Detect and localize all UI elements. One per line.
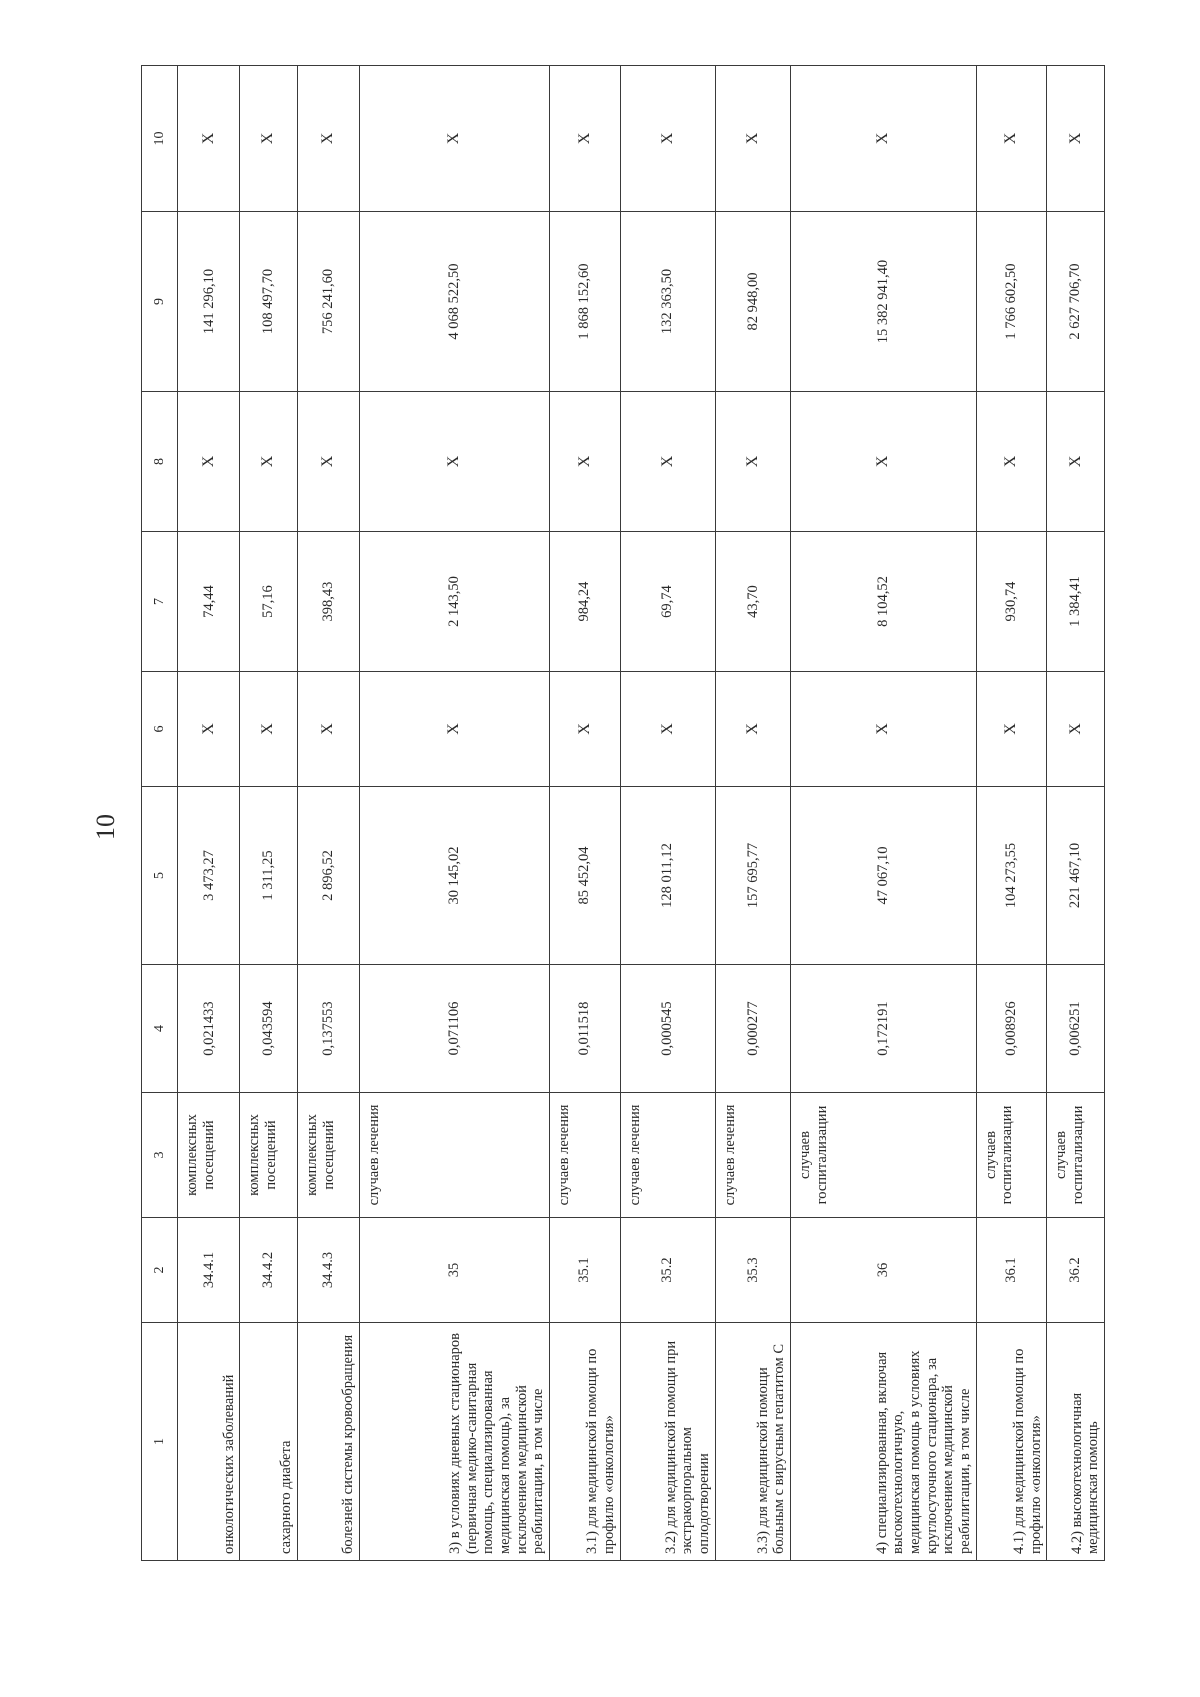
cell-col9: 1 868 152,60	[549, 212, 620, 392]
cell-col6: X	[359, 672, 549, 787]
table-row	[178, 66, 240, 1561]
cell-col10: X	[715, 66, 790, 212]
cell-col4: 0,006251	[1047, 965, 1105, 1093]
row-code: 34.4.3	[297, 1218, 359, 1323]
row-name: 3.3) для медицинской помощи больным с вирусным гепатитом С	[715, 1323, 790, 1561]
row-name: 4.2) высокотехнологичная медицинская помощь	[1047, 1323, 1105, 1561]
cell-col10: X	[240, 66, 297, 212]
cell-col6: X	[976, 672, 1047, 787]
cell-col5: 85 452,04	[549, 787, 620, 965]
row-name: 4.1) для медицинской помощи по профилю «онкология»	[976, 1323, 1047, 1561]
row-code: 36.2	[1047, 1218, 1105, 1323]
cell-col6: X	[240, 672, 297, 787]
row-code: 34.4.2	[240, 1218, 297, 1323]
table-row	[790, 66, 976, 1561]
cell-col5: 3 473,27	[178, 787, 240, 965]
cell-col7: 74,44	[178, 532, 240, 672]
cell-col8: X	[359, 392, 549, 532]
table-row	[240, 66, 297, 1561]
cell-col8: X	[178, 392, 240, 532]
cell-col7: 69,74	[620, 532, 715, 672]
cell-col9: 1 766 602,50	[976, 212, 1047, 392]
cell-col7: 57,16	[240, 532, 297, 672]
tariff-table	[141, 65, 1105, 1561]
row-code: 36.1	[976, 1218, 1047, 1323]
cell-col10: X	[297, 66, 359, 212]
cell-col9: 15 382 941,40	[790, 212, 976, 392]
row-name: 4) специализированная, включая высокотехнологичную, медицинская помощь в условиях круглосуточного стационара, за исключением медицинской реабилитации, в том числе	[790, 1323, 976, 1561]
cell-col8: X	[790, 392, 976, 532]
cell-col5: 128 011,12	[620, 787, 715, 965]
cell-col10: X	[790, 66, 976, 212]
row-unit: случаев лечения	[359, 1093, 549, 1218]
cell-col7: 8 104,52	[790, 532, 976, 672]
cell-col6: X	[620, 672, 715, 787]
column-number: 3	[142, 1093, 178, 1218]
row-unit: случаев лечения	[549, 1093, 620, 1218]
cell-col10: X	[178, 66, 240, 212]
cell-col8: X	[620, 392, 715, 532]
cell-col10: X	[549, 66, 620, 212]
cell-col8: X	[297, 392, 359, 532]
table-row	[549, 66, 620, 1561]
cell-col6: X	[715, 672, 790, 787]
column-number: 10	[142, 66, 178, 212]
row-code: 35	[359, 1218, 549, 1323]
row-unit: случаев лечения	[620, 1093, 715, 1218]
column-number: 2	[142, 1218, 178, 1323]
column-number-row	[142, 66, 178, 1561]
row-unit: случаев госпитализации	[976, 1093, 1047, 1218]
cell-col4: 0,011518	[549, 965, 620, 1093]
cell-col6: X	[1047, 672, 1105, 787]
column-number: 6	[142, 672, 178, 787]
row-unit: случаев госпитализации	[790, 1093, 976, 1218]
cell-col9: 756 241,60	[297, 212, 359, 392]
cell-col10: X	[1047, 66, 1105, 212]
column-number: 4	[142, 965, 178, 1093]
cell-col4: 0,137553	[297, 965, 359, 1093]
cell-col4: 0,000277	[715, 965, 790, 1093]
cell-col7: 1 384,41	[1047, 532, 1105, 672]
cell-col10: X	[620, 66, 715, 212]
cell-col7: 398,43	[297, 532, 359, 672]
cell-col8: X	[1047, 392, 1105, 532]
row-code: 36	[790, 1218, 976, 1323]
cell-col5: 47 067,10	[790, 787, 976, 965]
row-code: 35.3	[715, 1218, 790, 1323]
cell-col5: 104 273,55	[976, 787, 1047, 965]
row-name: 3.1) для медицинской помощи по профилю «онкология»	[549, 1323, 620, 1561]
row-unit: комплексных посещений	[297, 1093, 359, 1218]
table-row	[715, 66, 790, 1561]
cell-col6: X	[549, 672, 620, 787]
cell-col9: 82 948,00	[715, 212, 790, 392]
cell-col4: 0,008926	[976, 965, 1047, 1093]
page-number: 10	[91, 814, 120, 840]
row-code: 35.2	[620, 1218, 715, 1323]
cell-col4: 0,172191	[790, 965, 976, 1093]
row-name: болезней системы кровообращения	[297, 1323, 359, 1561]
cell-col7: 43,70	[715, 532, 790, 672]
column-number: 5	[142, 787, 178, 965]
cell-col8: X	[976, 392, 1047, 532]
cell-col7: 930,74	[976, 532, 1047, 672]
cell-col8: X	[549, 392, 620, 532]
cell-col10: X	[359, 66, 549, 212]
row-name: сахарного диабета	[240, 1323, 297, 1561]
cell-col5: 30 145,02	[359, 787, 549, 965]
table-row	[620, 66, 715, 1561]
row-unit: комплексных посещений	[178, 1093, 240, 1218]
table-row	[1047, 66, 1105, 1561]
table-row	[359, 66, 549, 1561]
row-code: 35.1	[549, 1218, 620, 1323]
cell-col6: X	[790, 672, 976, 787]
cell-col7: 2 143,50	[359, 532, 549, 672]
row-unit: комплексных посещений	[240, 1093, 297, 1218]
cell-col4: 0,000545	[620, 965, 715, 1093]
row-name: 3) в условиях дневных стационаров (первичная медико-санитарная помощь, специализированная медицинская помощь), за исключением медицинской реабилитации, в том числе	[359, 1323, 549, 1561]
cell-col9: 141 296,10	[178, 212, 240, 392]
column-number: 9	[142, 212, 178, 392]
cell-col8: X	[240, 392, 297, 532]
table-row	[297, 66, 359, 1561]
row-unit: случаев лечения	[715, 1093, 790, 1218]
cell-col9: 4 068 522,50	[359, 212, 549, 392]
cell-col6: X	[297, 672, 359, 787]
cell-col9: 132 363,50	[620, 212, 715, 392]
cell-col9: 108 497,70	[240, 212, 297, 392]
cell-col5: 157 695,77	[715, 787, 790, 965]
column-number: 7	[142, 532, 178, 672]
cell-col7: 984,24	[549, 532, 620, 672]
column-number: 8	[142, 392, 178, 532]
cell-col4: 0,043594	[240, 965, 297, 1093]
row-name: онкологических заболеваний	[178, 1323, 240, 1561]
row-unit: случаев госпитализации	[1047, 1093, 1105, 1218]
rotated-table-wrapper	[141, 66, 1105, 1561]
cell-col4: 0,071106	[359, 965, 549, 1093]
row-name: 3.2) для медицинской помощи при экстракорпоральном оплодотворении	[620, 1323, 715, 1561]
cell-col5: 1 311,25	[240, 787, 297, 965]
table-row	[976, 66, 1047, 1561]
cell-col5: 2 896,52	[297, 787, 359, 965]
cell-col8: X	[715, 392, 790, 532]
row-code: 34.4.1	[178, 1218, 240, 1323]
cell-col4: 0,021433	[178, 965, 240, 1093]
cell-col5: 221 467,10	[1047, 787, 1105, 965]
cell-col6: X	[178, 672, 240, 787]
column-number: 1	[142, 1323, 178, 1561]
cell-col10: X	[976, 66, 1047, 212]
cell-col9: 2 627 706,70	[1047, 212, 1105, 392]
